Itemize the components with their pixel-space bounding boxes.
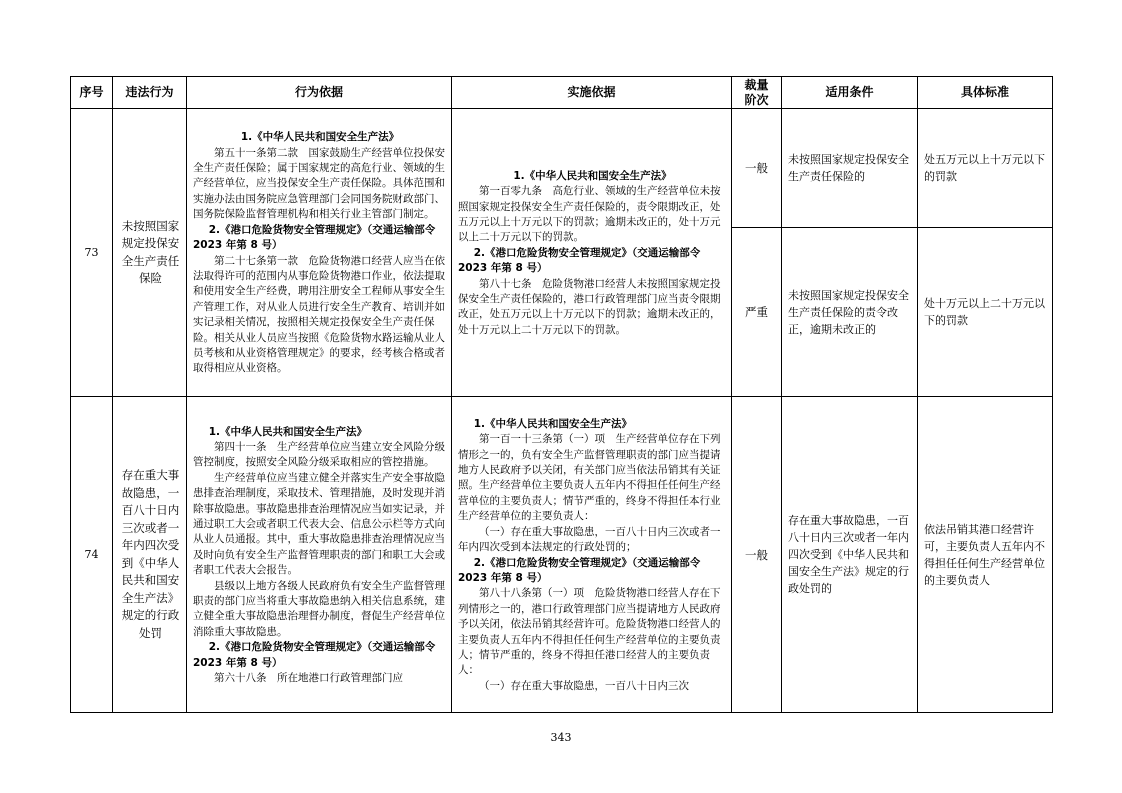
row73-impl-law2-text: 第八十七条 危险货物港口经营人未按照国家规定投保安全生产责任保险的，港口行政管理部门应当责令限期改正，处五万元以上十万元以下的罚款；逾期未改正的，处十万元以上二十万元以下的罚款。 [458,277,721,336]
row74-seq: 74 [71,397,113,713]
header-condition: 适用条件 [782,77,918,109]
row74-basis-law1-p2: 生产经营单位应当建立健全并落实生产安全事故隐患排查治理制度，采取技术、管理措施，及时发现并消除事故隐患。事故隐患排查治理情况应当如实记录，并通过职工大会或者职工代表大会、信息公示栏等方式向从业人员通报。其中，重大事故隐患排查治理情况应当及时向负有安全生产监督管理职责的部门和职工大会或者职工代表大会报告。 [193,471,445,577]
row74-impl-law1: 1.《中华人民共和国安全生产法》 [473,417,633,430]
header-seq: 序号 [71,77,113,109]
row73-impl-law2: 2.《港口危险货物安全管理规定》（交通运输部令 2023 年第 8 号） [458,246,701,275]
header-basis: 行为依据 [187,77,452,109]
row73-condition-general: 未按照国家规定投保安全生产责任保险的 [782,109,918,228]
row73-standard-serious: 处十万元以上二十万元以下的罚款 [918,228,1053,397]
page-number: 343 [550,731,572,744]
regulation-table [70,76,1053,713]
row74-implementation [452,397,732,713]
row73-condition-serious: 未按照国家规定投保安全生产责任保险的责令改正，逾期未改正的 [782,228,918,397]
row74-level: 一般 [732,397,782,713]
row74-standard: 依法吊销其港口经营许可，主要负责人五年内不得担任任何生产经营单位的主要负责人 [918,397,1053,713]
header-standard: 具体标准 [918,77,1053,109]
row74-violation: 存在重大事故隐患，一百八十日内三次或者一年内四次受到《中华人民共和国安全生产法》规定的行政处罚 [113,397,187,713]
row73-seq: 73 [71,109,113,397]
row73-basis-law2: 2.《港口危险货物安全管理规定》（交通运输部令 2023 年第 8 号） [193,223,436,252]
table-row-73 [71,109,1053,228]
row73-basis [187,109,452,397]
row74-basis-law2-text: 第六十八条 所在地港口行政管理部门应 [214,672,403,685]
row74-basis-law1-p3: 县级以上地方各级人民政府负有安全生产监督管理职责的部门应当将重大事故隐患纳入相关信息系统，建立健全重大事故隐患治理督办制度，督促生产经营单位消除重大事故隐患。 [193,579,445,638]
row73-basis-law1-text: 第五十一条第二款 国家鼓励生产经营单位投保安全生产责任保险；属于国家规定的高危行业、领域的生产经营单位，应当投保安全生产责任保险。具体范围和实施办法由国务院应急管理部门会同国务院财政部门、国务院保险监督管理机构和相关行业主管部门制定。 [193,146,445,221]
row73-standard-general: 处五万元以上十万元以下的罚款 [918,109,1053,228]
row73-implementation [452,109,732,397]
header-level: 裁量阶次 [732,77,782,109]
row74-basis-law2: 2.《港口危险货物安全管理规定》（交通运输部令 2023 年第 8 号） [193,641,436,669]
row74-basis [187,397,452,713]
row74-basis-law1: 1.《中华人民共和国安全生产法》 [208,425,368,438]
row74-impl-law2-p1: 第八十八条第（一）项 危险货物港口经营人存在下列情形之一的，港口行政管理部门应当提请地方人民政府予以关闭，依法吊销其经营许可。危险货物港口经营人的主要负责人五年内不得担任任何生产经营单位的主要负责人；情节严重的，终身不得担任港口经营人的主要负责人： [458,587,721,677]
header-violation: 违法行为 [113,77,187,109]
row73-level-general: 一般 [732,109,782,228]
row74-impl-law2-p2: （一）存在重大事故隐患，一百八十日内三次 [479,679,689,692]
header-implementation: 实施依据 [452,77,732,109]
row73-basis-law2-text: 第二十七条第一款 危险货物港口经营人应当在依法取得许可的范围内从事危险货物港口作业，依法提取和使用安全生产经费，聘用注册安全工程师从事安全生产管理工作，对从业人员进行安全生产教育、培训并如实记录相关情况，按照相关规定投保安全生产责任保险。相关从业人员应当按照《危险货物水路运输从业人员考核和从业资格管理规定》的要求，经考核合格或者取得相应从业资格。 [193,254,445,375]
row73-impl-law1-text: 第一百零九条 高危行业、领域的生产经营单位未按照国家规定投保安全生产责任保险的，责令限期改正，处五万元以上十万元以下的罚款；逾期未改正的，处十万元以上二十万元以下的罚款。 [458,185,721,244]
table-row-74 [71,397,1053,713]
row73-basis-law1: 1.《中华人民共和国安全生产法》 [240,131,400,144]
row73-level-serious: 严重 [732,228,782,397]
row74-impl-law2: 2.《港口危险货物安全管理规定》（交通运输部令 2023 年第 8 号） [458,556,701,584]
row74-basis-law1-p1: 第四十一条 生产经营单位应当建立安全风险分级管控制度，按照安全风险分级采取相应的管控措施。 [193,440,445,469]
header-row [71,77,1053,109]
row74-impl-law1-p2: （一）存在重大事故隐患，一百八十日内三次或者一年内四次受到本法规定的行政处罚的； [458,525,721,554]
row74-impl-law1-p1: 第一百一十三条第（一）项 生产经营单位存在下列情形之一的，负有安全生产监督管理职责的部门应当提请地方人民政府予以关闭，有关部门应当依法吊销其有关证照。生产经营单位主要负责人五年内不得担任任何生产经营单位的主要负责人；情节严重的，终身不得担任本行业生产经营单位的主要负责人： [458,433,721,523]
row74-condition: 存在重大事故隐患，一百八十日内三次或者一年内四次受到《中华人民共和国安全生产法》规定的行政处罚的 [782,397,918,713]
row73-violation: 未按照国家规定投保安全生产责任保险 [113,109,187,397]
row73-impl-law1: 1.《中华人民共和国安全生产法》 [513,169,672,182]
